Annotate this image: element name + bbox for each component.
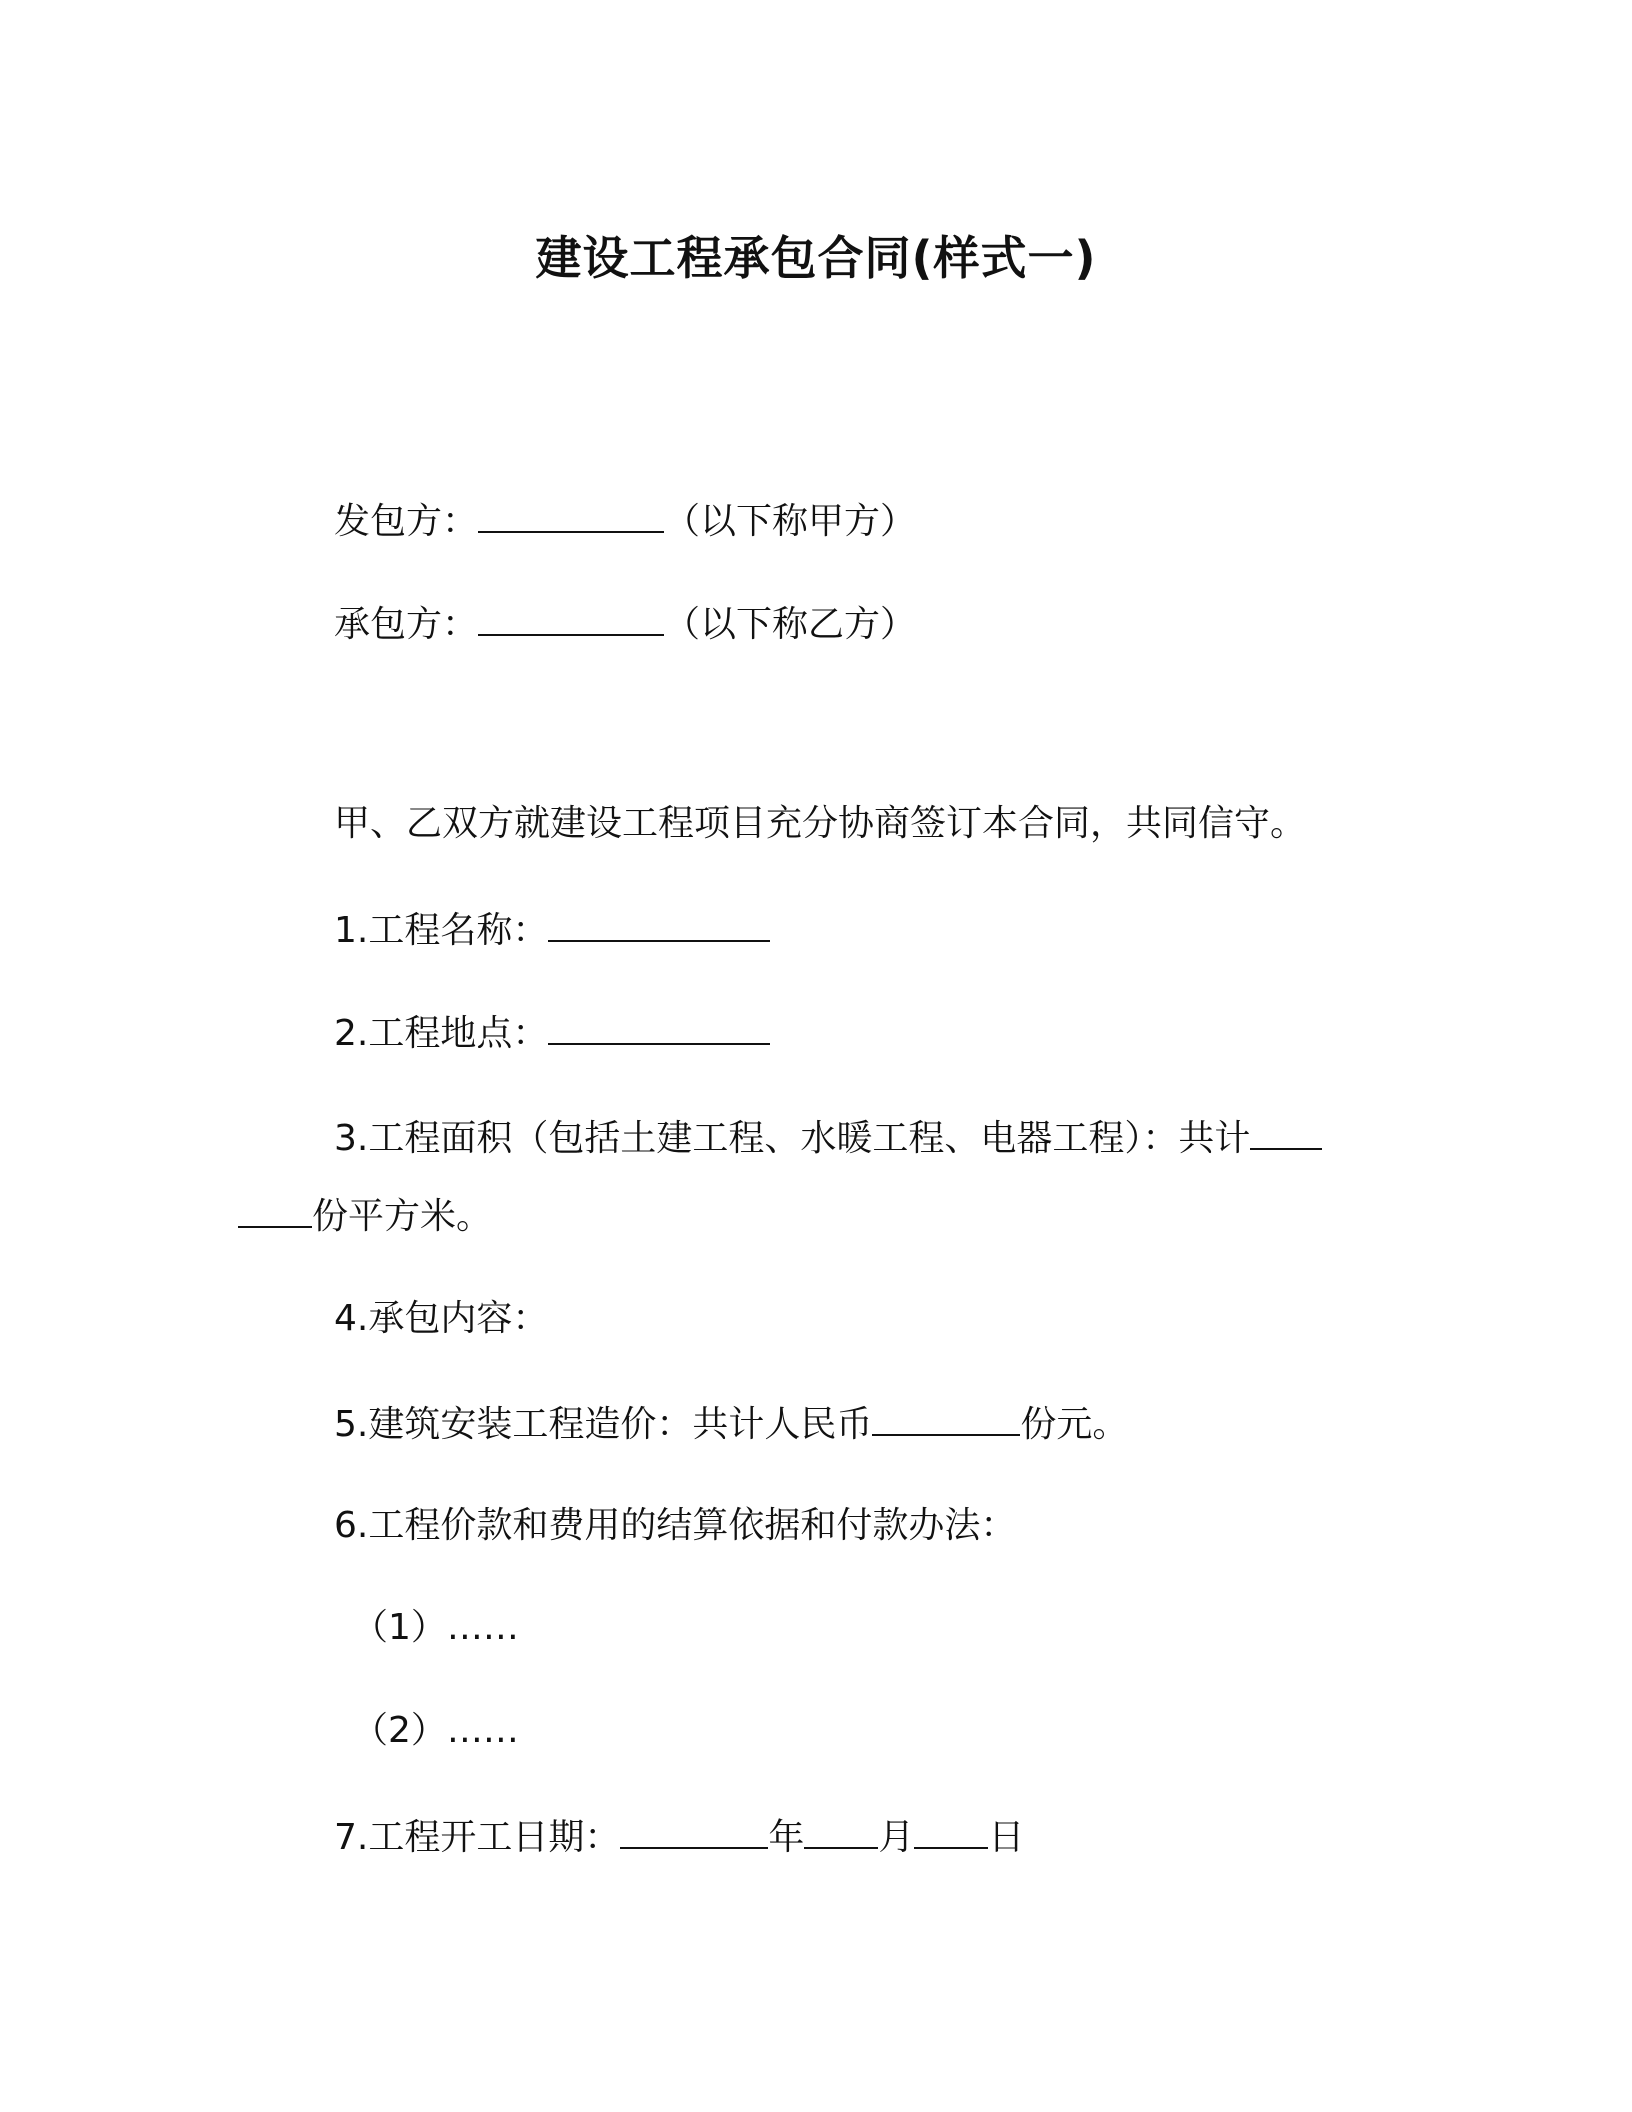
project-location-label: 2.工程地点： xyxy=(334,1013,549,1054)
project-area-blank-1[interactable] xyxy=(1250,1112,1322,1150)
party-a-line xyxy=(334,495,916,546)
item-start-date xyxy=(334,1811,1024,1862)
document-title: 建设工程承包合同(样式一) xyxy=(535,231,1097,285)
start-date-label: 7.工程开工日期： xyxy=(334,1817,621,1858)
party-a-suffix: （以下称甲方） xyxy=(664,501,917,542)
item-construction-cost xyxy=(334,1398,1128,1449)
project-location-blank[interactable] xyxy=(548,1007,770,1045)
party-b-label: 承包方： xyxy=(334,604,479,645)
project-area-unit: 份平方米。 xyxy=(312,1196,493,1237)
construction-cost-unit: 份元。 xyxy=(1020,1404,1129,1445)
construction-cost-label: 5.建筑安装工程造价：共计人民币 xyxy=(334,1404,873,1445)
start-year-blank[interactable] xyxy=(620,1811,768,1849)
item-contract-content: 4.承包内容： xyxy=(334,1298,549,1339)
project-name-blank[interactable] xyxy=(548,904,770,942)
party-a-blank[interactable] xyxy=(478,495,664,533)
item-project-area xyxy=(334,1112,1322,1163)
item-project-area-continued xyxy=(238,1190,492,1241)
party-a-label: 发包方： xyxy=(334,501,479,542)
construction-cost-blank[interactable] xyxy=(872,1398,1020,1436)
party-b-blank[interactable] xyxy=(478,598,664,636)
sub-item-2: （2）…… xyxy=(352,1710,519,1751)
item-project-location xyxy=(334,1007,770,1058)
start-day-blank[interactable] xyxy=(914,1811,988,1849)
item-payment-method: 6.工程价款和费用的结算依据和付款办法： xyxy=(334,1505,1017,1546)
party-b-suffix: （以下称乙方） xyxy=(664,604,917,645)
start-month-blank[interactable] xyxy=(804,1811,878,1849)
party-b-line xyxy=(334,598,916,649)
sub-item-1: （1）…… xyxy=(352,1607,519,1648)
project-area-label: 3.工程面积（包括土建工程、水暖工程、电器工程）：共计 xyxy=(334,1118,1251,1159)
month-label: 月 xyxy=(878,1817,915,1858)
year-label: 年 xyxy=(768,1817,805,1858)
project-name-label: 1.工程名称： xyxy=(334,910,549,951)
project-area-blank-2[interactable] xyxy=(238,1190,312,1228)
day-label: 日 xyxy=(988,1817,1025,1858)
intro-paragraph: 甲、乙双方就建设工程项目充分协商签订本合同，共同信守。 xyxy=(334,803,1307,844)
item-project-name xyxy=(334,904,770,955)
